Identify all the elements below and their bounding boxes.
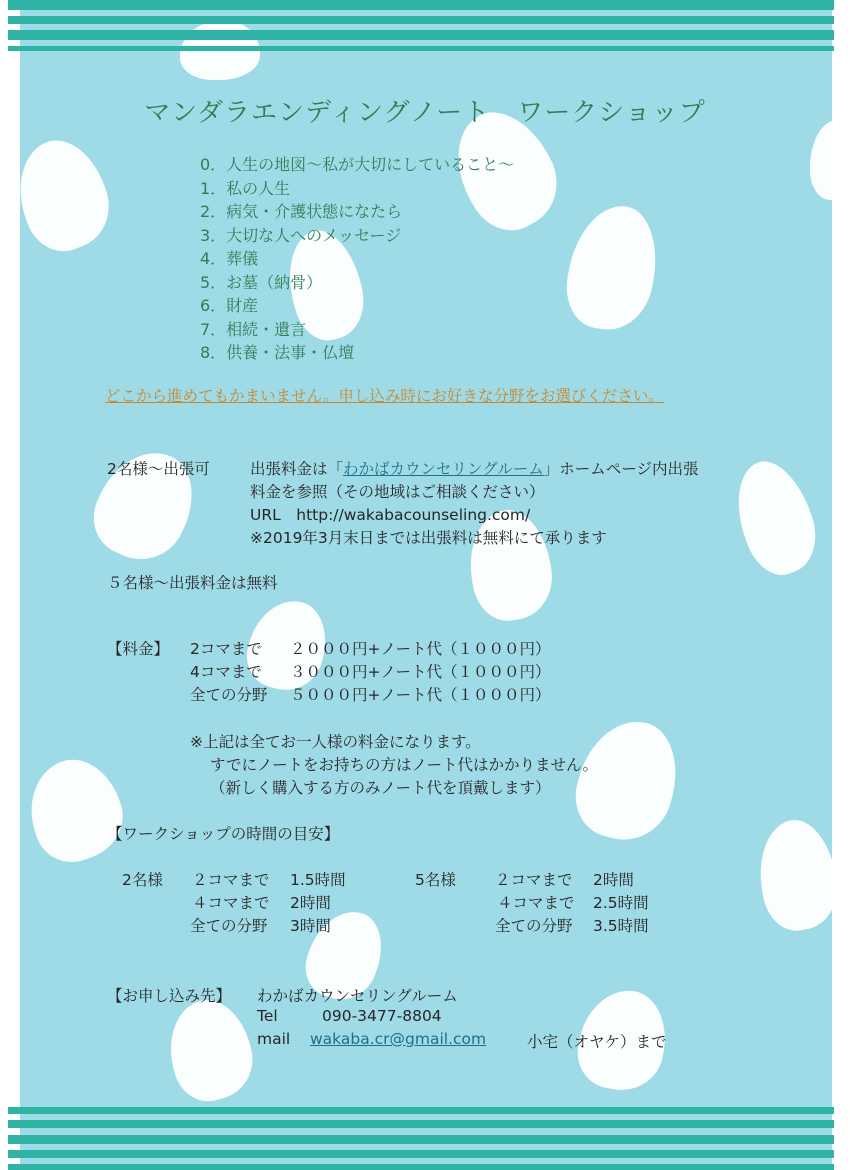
fee-row-price: ５０００円+ノート代（１０００円） <box>290 686 551 704</box>
time-row-value: 2時間 <box>290 894 331 912</box>
toc-item: 8．供養・法事・仏壇 <box>200 343 355 362</box>
travel-label: 2名様～出張可 <box>107 460 210 478</box>
travel-line2: 料金を参照（その地域はご相談ください） <box>250 483 545 501</box>
time-group-label: 2名様 <box>122 871 163 889</box>
time-row-label: 全ての分野 <box>190 917 268 935</box>
toc-item: 5．お墓（納骨） <box>200 272 323 292</box>
table-of-contents <box>200 153 514 365</box>
fee-row-label: 2コマまで <box>190 640 262 658</box>
fee-note: ※上記は全てお一人様の料金になります。 <box>190 733 481 751</box>
time-row-value: 3時間 <box>290 917 331 935</box>
travel-line1-prefix: 出張料金は「 <box>250 460 344 478</box>
fee-note: （新しく購入する方のみノート代を頂戴します） <box>210 779 551 797</box>
travel-free-note: ※2019年3月末日までは出張料は無料にて承ります <box>250 529 607 547</box>
mail-label: mail <box>257 1030 291 1048</box>
contact-name: わかばカウンセリングルーム <box>257 987 458 1005</box>
toc-item: 4．葬儀 <box>200 249 259 268</box>
travel-url: URL http://wakabacounseling.com/ <box>250 506 531 524</box>
toc-item: 7．相続・遺言 <box>200 319 307 339</box>
toc-item: 0．人生の地図～私が大切にしていること～ <box>200 155 515 174</box>
toc-item: 2．病気・介護状態になたら <box>200 202 403 221</box>
time-row-label: ２コマまで <box>192 871 270 889</box>
toc-item: 1．私の人生 <box>200 178 291 198</box>
fee-row-price: ３０００円+ノート代（１０００円） <box>290 663 551 681</box>
fee-row-price: ２０００円+ノート代（１０００円） <box>290 640 551 658</box>
toc-item: 6．財産 <box>200 296 259 315</box>
email-link[interactable]: wakaba.cr@gmail.com <box>310 1030 487 1048</box>
tel-number: 090-3477-8804 <box>322 1007 442 1025</box>
contact-header: 【お申し込み先】 <box>107 987 232 1005</box>
time-row-value: 2時間 <box>593 871 634 889</box>
travel-line1 <box>250 457 698 479</box>
time-row-label: 全ての分野 <box>495 917 573 935</box>
selection-note: どこから進めてもかまいません。申し込み時にお好きな分野をお選びください。 <box>105 387 664 405</box>
fee-row-label: 4コマまで <box>190 663 262 681</box>
travel-line1-suffix: 」ホームページ内出張 <box>543 460 699 478</box>
time-row-value: 3.5時間 <box>593 917 649 935</box>
fee-note: すでにノートをお持ちの方はノート代はかかりません。 <box>210 756 598 774</box>
contact-person: 小宅（オヤケ）まで <box>527 1033 667 1051</box>
five-person-note: ５名様～出張料金は無料 <box>107 574 278 592</box>
time-row-label: ２コマまで <box>495 871 573 889</box>
time-header: 【ワークショップの時間の目安】 <box>107 825 340 843</box>
homepage-link[interactable]: わかばカウンセリングルーム <box>343 460 544 478</box>
time-row-label: ４コマまで <box>497 894 575 912</box>
time-row-value: 2.5時間 <box>593 894 649 912</box>
time-row-value: 1.5時間 <box>290 871 346 889</box>
fee-row-label: 全ての分野 <box>190 686 268 704</box>
time-row-label: ４コマまで <box>192 894 270 912</box>
tel-label: Tel <box>257 1007 278 1025</box>
page-title: マンダラエンディングノート ワークショップ <box>144 98 706 128</box>
fee-header: 【料金】 <box>107 640 170 658</box>
time-group-label: 5名様 <box>415 871 456 889</box>
toc-item: 3．大切な人へのメッセージ <box>200 225 402 245</box>
